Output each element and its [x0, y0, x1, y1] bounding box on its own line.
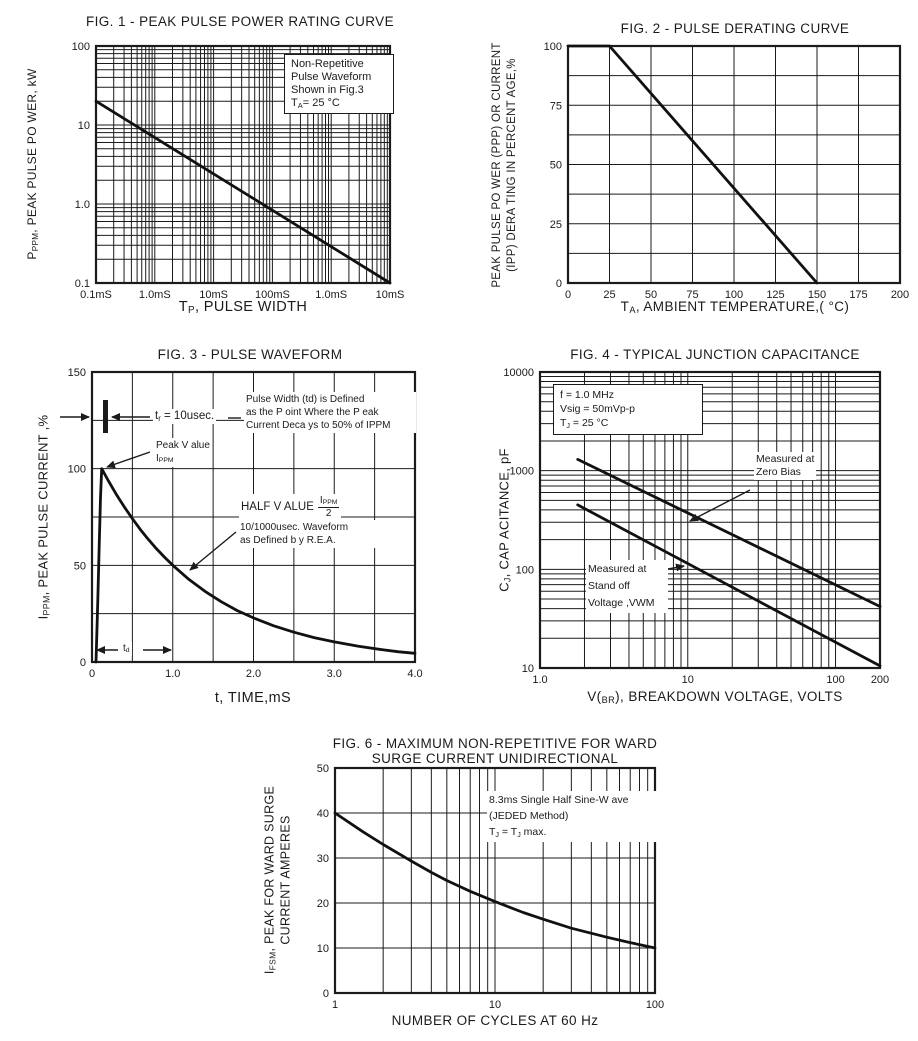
- fig1-xlabel: TP, PULSE WIDTH: [178, 299, 308, 317]
- fig6-ylabel: [263, 786, 294, 974]
- fig6-ylabel-line2: CURRENT AMPERES: [278, 815, 293, 945]
- fig4-zero-bias-label: [754, 452, 816, 480]
- fig2-xlabel: TA, AMBIENT TEMPERATURE,( °C): [620, 299, 850, 316]
- svg-text:50: 50: [73, 560, 86, 573]
- fig4-legend-box: [553, 384, 703, 435]
- fig1-ylabel: PPPM, PEAK PULSE PO WER, kW: [25, 68, 40, 260]
- svg-text:100: 100: [645, 999, 665, 1011]
- fig1-note-box: [284, 54, 394, 114]
- svg-text:1.0: 1.0: [74, 199, 90, 211]
- fig3-rea-note: [238, 520, 392, 548]
- svg-text:10000: 10000: [503, 367, 534, 379]
- fig2-ylabel-line1: PEAK PULSE PO WER (PPP) OR CURRENT: [491, 42, 503, 288]
- fig4-legend-line1: f = 1.0 MHz: [560, 389, 614, 401]
- fig4-standoff-line2: Stand off: [588, 580, 630, 592]
- svg-text:10: 10: [521, 663, 534, 675]
- fig4-xlabel: V(BR), BREAKDOWN VOLTAGE, VOLTS: [587, 689, 843, 706]
- fig3-ylabel: IPPM, PEAK PULSE CURRENT ,%: [35, 414, 52, 620]
- fig6-title-line2: SURGE CURRENT UNIDIRECTIONAL: [371, 751, 619, 766]
- fig4-zero-bias-line2: Zero Bias: [756, 466, 801, 478]
- svg-text:4.0: 4.0: [407, 668, 423, 680]
- fig6-title: [295, 736, 695, 766]
- fig3-peak-value-label: [154, 438, 212, 467]
- svg-text:1.0: 1.0: [165, 668, 181, 680]
- svg-text:150: 150: [807, 289, 827, 301]
- fig3-fraction-numerator: IPPM: [319, 495, 338, 507]
- fig6-title-line1: FIG. 6 - MAXIMUM NON-REPETITIVE FOR WARD: [332, 736, 658, 751]
- svg-text:10: 10: [316, 943, 329, 955]
- fig4-standoff-line1: Measured at: [588, 563, 647, 575]
- svg-text:40: 40: [316, 808, 329, 820]
- fig1-note-line3: Shown in Fig.3: [291, 84, 364, 96]
- svg-text:10: 10: [488, 999, 502, 1011]
- svg-text:175: 175: [849, 289, 868, 301]
- svg-text:0: 0: [88, 668, 96, 680]
- fig4-title: FIG. 4 - TYPICAL JUNCTION CAPACITANCE: [570, 347, 860, 362]
- fig4-legend-line2: Vsig = 50mVp-p: [560, 403, 635, 415]
- svg-text:50: 50: [644, 289, 658, 301]
- fig6-note-tj: TJ = TJ max.: [489, 826, 547, 839]
- svg-text:20: 20: [316, 898, 329, 910]
- svg-text:100: 100: [826, 674, 845, 686]
- fig3-half-value-fraction: [318, 495, 340, 519]
- svg-text:100: 100: [543, 41, 562, 53]
- fig3-pulse-width-line2: as the P oint Where the P eak: [246, 407, 379, 418]
- svg-text:1.0: 1.0: [532, 674, 548, 686]
- svg-text:0: 0: [79, 657, 86, 669]
- fig4-legend-line3: TJ = 25 °C: [560, 417, 609, 430]
- fig3-fraction-denominator: 2: [325, 508, 332, 519]
- svg-text:1: 1: [331, 999, 339, 1011]
- svg-text:10: 10: [77, 120, 90, 132]
- fig6-note: [487, 791, 659, 842]
- fig3-td-label: td: [123, 643, 130, 655]
- fig3-pulse-width-line3: Current Deca ys to 50% of IPPM: [246, 420, 391, 431]
- svg-text:10: 10: [681, 674, 694, 686]
- fig3-xlabel: t, TIME,mS: [214, 690, 292, 706]
- svg-text:1000: 1000: [509, 465, 534, 478]
- fig1-note-line1: Non-Repetitive: [291, 58, 364, 70]
- fig4-zero-bias-line1: Measured at: [756, 453, 815, 465]
- svg-text:100: 100: [515, 564, 534, 577]
- fig4-ylabel: CJ, CAP ACITANCE, pF: [496, 448, 513, 592]
- fig6-note-line1: 8.3ms Single Half Sine-W ave: [489, 794, 629, 806]
- svg-text:150: 150: [67, 367, 86, 379]
- fig3-peak-value-line1: Peak V alue: [156, 440, 210, 451]
- fig1-note-ta: TA= 25 °C: [291, 97, 340, 110]
- svg-text:0: 0: [322, 988, 329, 1000]
- svg-text:100mS: 100mS: [254, 289, 290, 301]
- svg-text:100: 100: [71, 41, 90, 53]
- svg-text:10mS: 10mS: [375, 289, 405, 301]
- fig1-note-line2: Pulse Waveform: [291, 71, 372, 83]
- fig6-note-line2: (JEDED Method): [489, 810, 569, 822]
- svg-text:50: 50: [549, 159, 562, 172]
- fig6-xlabel: NUMBER OF CYCLES AT 60 Hz: [391, 1013, 599, 1028]
- svg-text:100: 100: [724, 289, 744, 301]
- fig3-rea-line1: 10/1000usec. Waveform: [240, 522, 349, 533]
- svg-text:3.0: 3.0: [326, 668, 342, 680]
- svg-text:0: 0: [555, 278, 562, 290]
- svg-text:200: 200: [890, 289, 910, 301]
- fig3-tr-label: tr = 10usec.: [155, 410, 215, 423]
- fig2-ylabel: [490, 42, 520, 287]
- svg-text:75: 75: [549, 100, 562, 113]
- svg-text:100: 100: [67, 463, 86, 476]
- fig1-title: FIG. 1 - PEAK PULSE POWER RATING CURVE: [85, 14, 394, 29]
- fig3-pulse-width-note: [244, 392, 416, 433]
- svg-text:1.0mS: 1.0mS: [138, 289, 171, 301]
- svg-text:10mS: 10mS: [199, 289, 228, 301]
- fig3-title: FIG. 3 - PULSE WAVEFORM: [157, 347, 343, 362]
- fig3-half-value-label: [239, 494, 341, 520]
- svg-text:0.1mS: 0.1mS: [80, 289, 112, 301]
- fig2-ylabel-line2: (IPP) DERA TING IN PERCENT AGE,%: [506, 58, 518, 272]
- svg-text:75: 75: [686, 289, 699, 301]
- fig4-standoff-label: [586, 560, 668, 613]
- svg-text:30: 30: [316, 853, 329, 865]
- svg-text:0: 0: [564, 289, 572, 301]
- svg-text:0.1: 0.1: [74, 278, 90, 290]
- fig3-half-value-text: HALF V ALUE: [241, 501, 314, 514]
- fig4-standoff-line3: Voltage ,VWM: [588, 597, 655, 609]
- fig3-rea-line2: as Defined b y R.E.A.: [240, 535, 336, 546]
- fig3-pulse-width-line1: Pulse Width (td) is Defined: [246, 394, 365, 405]
- fig3-peak-value-line2: IPPM: [156, 453, 174, 465]
- svg-text:1.0mS: 1.0mS: [315, 289, 348, 301]
- svg-text:25: 25: [549, 218, 562, 231]
- svg-text:125: 125: [766, 289, 785, 301]
- svg-text:50: 50: [316, 763, 329, 775]
- fig6-ylabel-line1: IFSM, PEAK FOR WARD SURGE: [262, 785, 278, 975]
- svg-text:200: 200: [870, 674, 890, 686]
- svg-text:25: 25: [603, 289, 616, 301]
- fig2-title: FIG. 2 - PULSE DERATING CURVE: [620, 21, 850, 36]
- svg-text:2.0: 2.0: [245, 668, 262, 680]
